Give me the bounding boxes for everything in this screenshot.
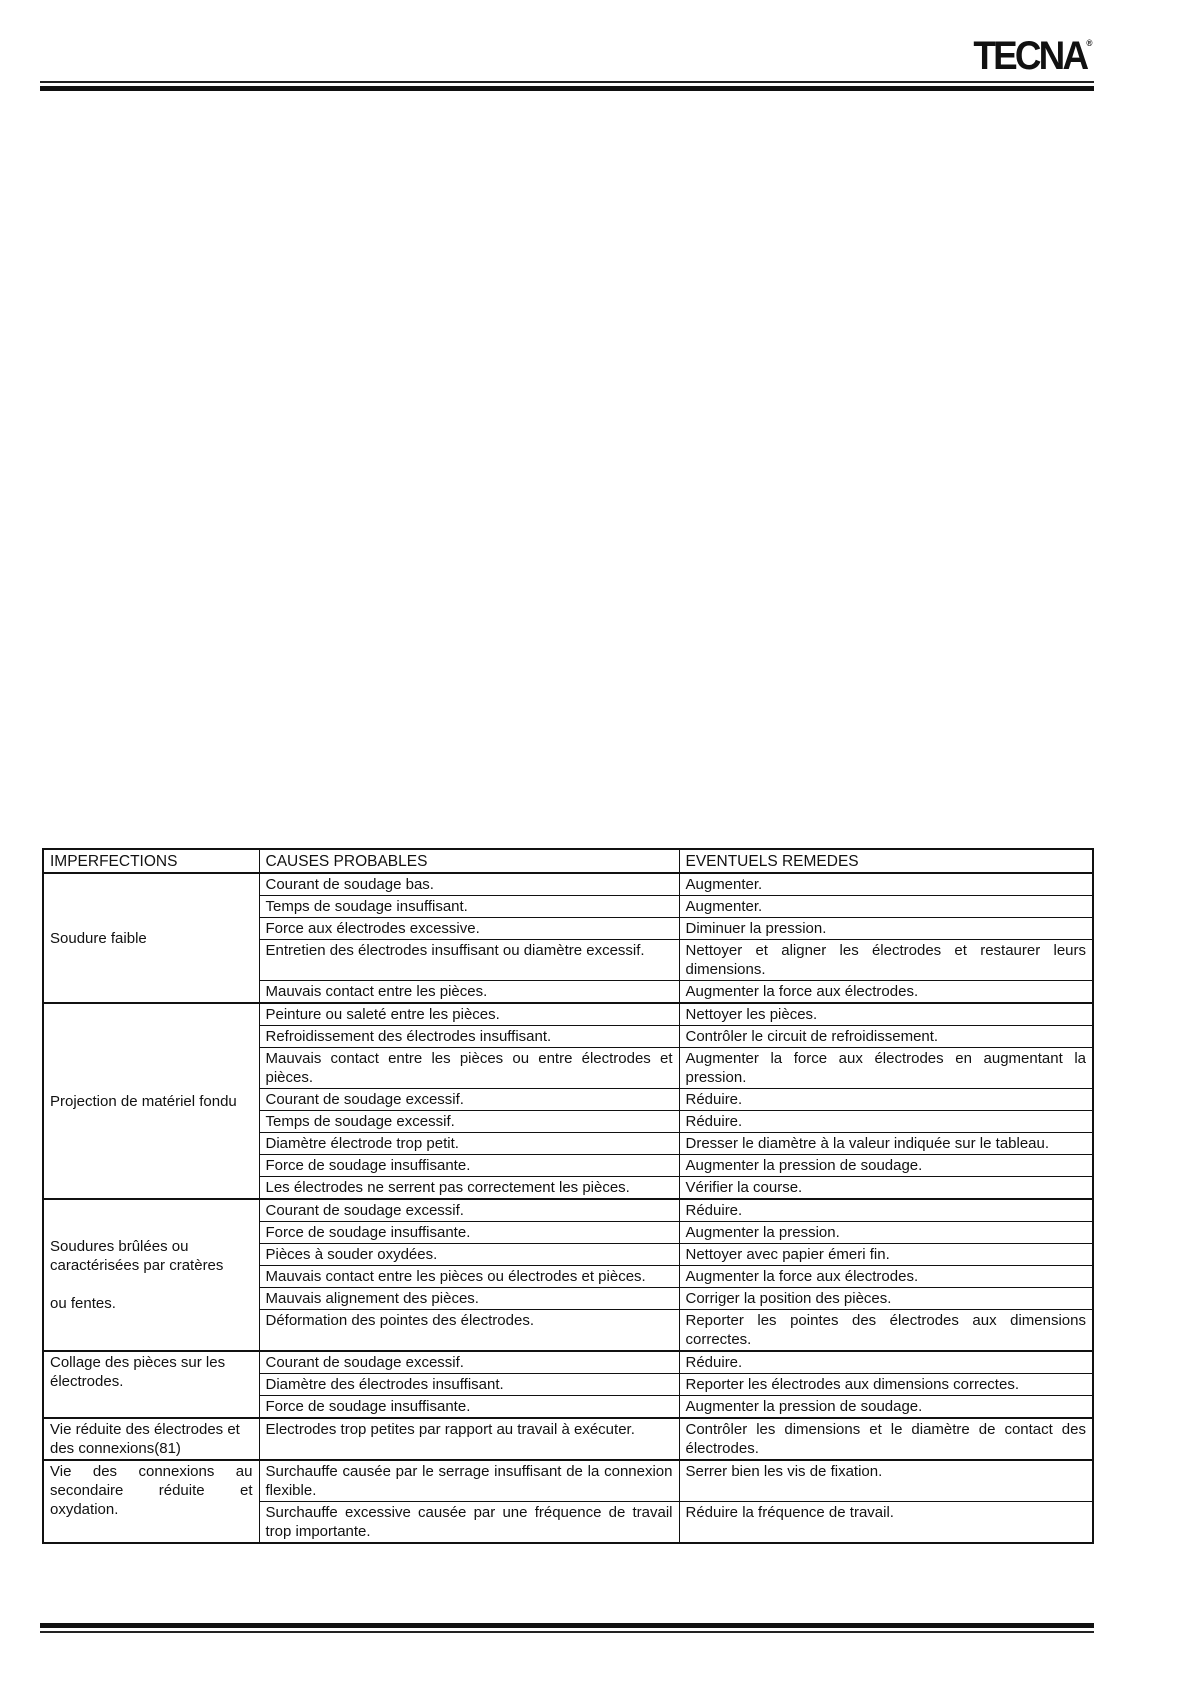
remedy-cell: Serrer bien les vis de fixation.	[679, 1460, 1093, 1502]
remedy-cell: Dresser le diamètre à la valeur indiquée sur le tableau.	[679, 1133, 1093, 1155]
remedy-cell: Augmenter.	[679, 873, 1093, 896]
cause-cell: Courant de soudage excessif.	[259, 1089, 679, 1111]
cause-cell: Entretien des électrodes insuffisant ou diamètre excessif.	[259, 940, 679, 981]
brand-name: TECNA	[972, 34, 1086, 78]
cause-cell: Mauvais alignement des pièces.	[259, 1288, 679, 1310]
cause-cell: Temps de soudage excessif.	[259, 1111, 679, 1133]
cause-cell: Courant de soudage excessif.	[259, 1351, 679, 1374]
cause-cell: Force de soudage insuffisante.	[259, 1396, 679, 1419]
imperfection-cell: Vie réduite des électrodes et des connexions(81)	[43, 1418, 259, 1460]
imperfection-cell	[43, 1199, 259, 1351]
table-row	[43, 1003, 1093, 1026]
remedy-cell: Réduire.	[679, 1199, 1093, 1222]
cause-cell: Courant de soudage bas.	[259, 873, 679, 896]
imperfection-cell: Projection de matériel fondu	[43, 1003, 259, 1199]
remedy-cell: Réduire la fréquence de travail.	[679, 1502, 1093, 1544]
cause-cell: Surchauffe excessive causée par une fréquence de travail trop importante.	[259, 1502, 679, 1544]
remedy-cell: Réduire.	[679, 1111, 1093, 1133]
imperfection-cell: Vie des connexions au secondaire réduite et oxydation.	[43, 1460, 259, 1543]
cause-cell: Force de soudage insuffisante.	[259, 1222, 679, 1244]
table-header-row	[43, 849, 1093, 873]
remedy-cell: Contrôler les dimensions et le diamètre de contact des électrodes.	[679, 1418, 1093, 1460]
cause-cell: Peinture ou saleté entre les pièces.	[259, 1003, 679, 1026]
table-row	[43, 873, 1093, 896]
remedy-cell: Contrôler le circuit de refroidissement.	[679, 1026, 1093, 1048]
header-remedies: EVENTUELS REMEDES	[679, 849, 1093, 873]
remedy-cell: Reporter les électrodes aux dimensions correctes.	[679, 1374, 1093, 1396]
table-row	[43, 1199, 1093, 1222]
remedy-cell: Corriger la position des pièces.	[679, 1288, 1093, 1310]
imperfection-line: caractérisées par cratères	[50, 1257, 224, 1274]
remedy-cell: Nettoyer avec papier émeri fin.	[679, 1244, 1093, 1266]
remedy-cell: Diminuer la pression.	[679, 918, 1093, 940]
footer-rule-thin	[40, 1631, 1094, 1633]
registered-mark: ®	[1085, 38, 1092, 48]
cause-cell: Mauvais contact entre les pièces.	[259, 981, 679, 1004]
cause-cell: Courant de soudage excessif.	[259, 1199, 679, 1222]
cause-cell: Refroidissement des électrodes insuffisant.	[259, 1026, 679, 1048]
remedy-cell: Augmenter la force aux électrodes en augmentant la pression.	[679, 1048, 1093, 1089]
remedy-cell: Augmenter la pression de soudage.	[679, 1396, 1093, 1419]
header-rule-thin	[40, 81, 1094, 83]
remedy-cell: Réduire.	[679, 1089, 1093, 1111]
header-causes: CAUSES PROBABLES	[259, 849, 679, 873]
cause-cell: Mauvais contact entre les pièces ou entre électrodes et pièces.	[259, 1048, 679, 1089]
remedy-cell: Augmenter la pression.	[679, 1222, 1093, 1244]
cause-cell: Force aux électrodes excessive.	[259, 918, 679, 940]
remedy-cell: Augmenter la pression de soudage.	[679, 1155, 1093, 1177]
cause-cell: Diamètre électrode trop petit.	[259, 1133, 679, 1155]
cause-cell: Mauvais contact entre les pièces ou électrodes et pièces.	[259, 1266, 679, 1288]
remedy-cell: Reporter les pointes des électrodes aux dimensions correctes.	[679, 1310, 1093, 1352]
cause-cell: Déformation des pointes des électrodes.	[259, 1310, 679, 1352]
table-row	[43, 1460, 1093, 1502]
imperfection-cell: Collage des pièces sur les électrodes.	[43, 1351, 259, 1418]
footer-rule-thick	[40, 1623, 1094, 1628]
table-row	[43, 1351, 1093, 1374]
header-imperfections: IMPERFECTIONS	[43, 849, 259, 873]
table-row	[43, 1418, 1093, 1460]
cause-cell: Force de soudage insuffisante.	[259, 1155, 679, 1177]
cause-cell: Temps de soudage insuffisant.	[259, 896, 679, 918]
remedy-cell: Nettoyer et aligner les électrodes et restaurer leurs dimensions.	[679, 940, 1093, 981]
remedy-cell: Nettoyer les pièces.	[679, 1003, 1093, 1026]
cause-cell: Surchauffe causée par le serrage insuffisant de la connexion flexible.	[259, 1460, 679, 1502]
cause-cell: Diamètre des électrodes insuffisant.	[259, 1374, 679, 1396]
remedy-cell: Réduire.	[679, 1351, 1093, 1374]
remedy-cell: Augmenter.	[679, 896, 1093, 918]
cause-cell: Les électrodes ne serrent pas correctement les pièces.	[259, 1177, 679, 1200]
troubleshooting-table	[42, 848, 1094, 1544]
remedy-cell: Vérifier la course.	[679, 1177, 1093, 1200]
cause-cell: Electrodes trop petites par rapport au travail à exécuter.	[259, 1418, 679, 1460]
header-rule-thick	[40, 86, 1094, 91]
brand-logo	[973, 34, 1092, 79]
cause-cell: Pièces à souder oxydées.	[259, 1244, 679, 1266]
imperfection-cell: Soudure faible	[43, 873, 259, 1003]
imperfection-line: ou fentes.	[50, 1295, 116, 1312]
remedy-cell: Augmenter la force aux électrodes.	[679, 981, 1093, 1004]
remedy-cell: Augmenter la force aux électrodes.	[679, 1266, 1093, 1288]
imperfection-line: Soudures brûlées ou	[50, 1238, 189, 1255]
